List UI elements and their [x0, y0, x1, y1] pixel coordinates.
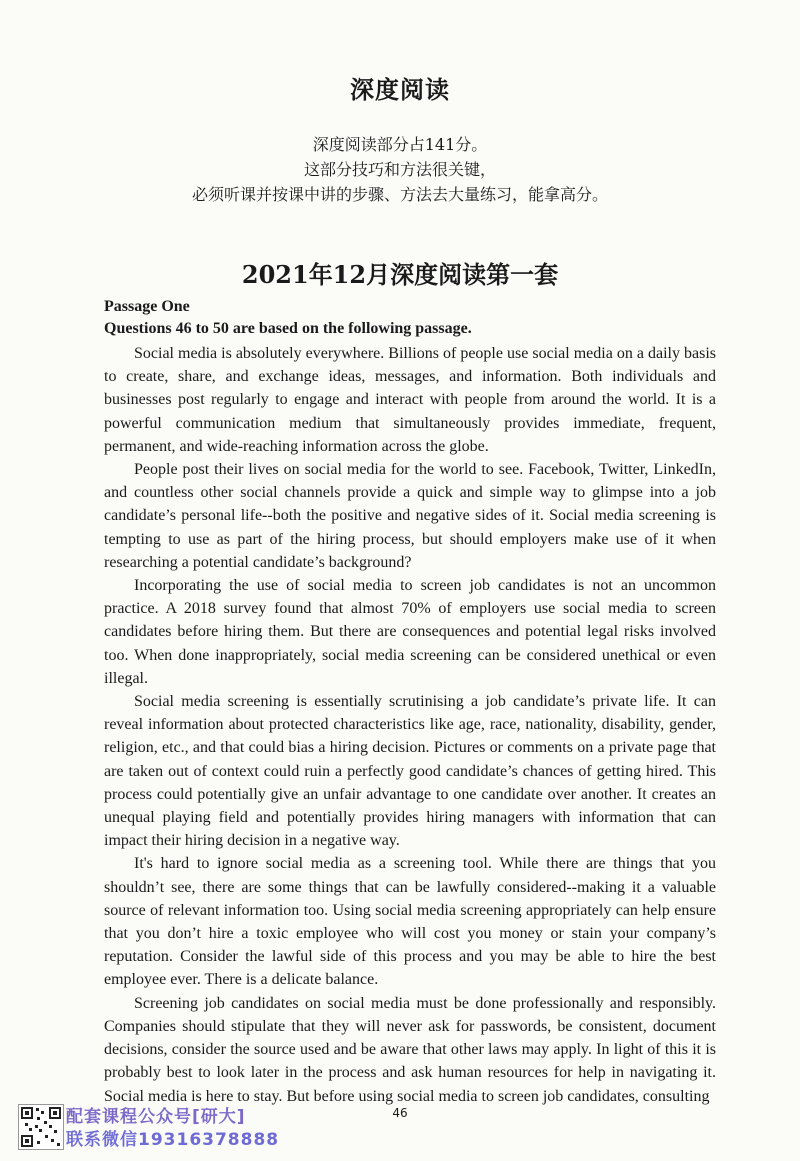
intro-line: 深度阅读部分占141分。	[312, 135, 488, 154]
paragraph: Screening job candidates on social media must be done professionally and responsibly. Companies should stipulate that they will never ask for passwords, be consistent, document decisions, consider the source used and be aware that other laws may apply. In light of this it is probably best to look later in the process and ask human resources for help in navigating it. Social media is here to stay. But before using social media to screen job candidates, consulting	[104, 994, 716, 1105]
page-number: 46	[392, 1106, 408, 1120]
paragraph: Social media screening is essentially scrutinising a job candidate’s private life. It can reveal information about protected characteristics like age, race, nationality, disability, gender, religion, etc., and that could bias a hiring decision. Pictures or comments on a private page that are taken out of context could ruin a perfectly good candidate’s chances of getting hired. This process could potentially give an unfair advantage to one candidate over another. It creates an unequal playing field and potentially provides hiring managers with information that can impact their hiring decision in a negative way.	[104, 693, 716, 850]
intro-line: 必须听课并按课中讲的步骤、方法去大量练习，能拿高分。	[191, 185, 608, 204]
paragraph: It's hard to ignore social media as a screening tool. While there are things that you shouldn’t see, there are some things that can be lawfully considered--making it a valuable source of relevant information too. Using social media screening appropriately can help ensure that you don’t hire a toxic employee who will cost you money or stain your company’s reputation. Consider the lawful side of this process and you may be able to hire the best employee ever. There is a delicate balance.	[104, 855, 716, 989]
section-title: 深度阅读	[350, 76, 450, 104]
passage-body	[104, 342, 716, 1108]
paragraph: Incorporating the use of social media to screen job candidates is not an uncommon practice. A 2018 survey found that almost 70% of employers use social media to screen candidates before hiring them. But there are consequences and potential legal risks involved too. When done inappropriately, social media screening can be considered unethical or even illegal.	[104, 577, 716, 687]
questions-label: Questions 46 to 50 are based on the following passage.	[104, 320, 472, 337]
promo-line: 联系微信19316378888	[66, 1130, 280, 1150]
set-title: 2021年12月深度阅读第一套	[241, 260, 559, 289]
page-footer	[0, 1098, 800, 1161]
intro-block	[0, 132, 800, 207]
promo-line: 配套课程公众号[研大]	[66, 1107, 246, 1127]
intro-line: 这部分技巧和方法很关键，	[303, 160, 496, 179]
passage-label: Passage One	[104, 298, 190, 315]
paragraph: People post their lives on social media for the world to see. Facebook, Twitter, LinkedIn, and countless other social channels provide a quick and simple way to glimpse into a job candidate’s personal life--both the positive and negative sides of it. Social media screening is tempting to use as part of the hiring process, but should employers make use of it when researching a potential candidate’s background?	[104, 461, 716, 571]
paragraph: Social media is absolutely everywhere. Billions of people use social media on a daily basis to create, share, and exchange ideas, messages, and information. Both individuals and businesses post regularly to engage and interact with people from around the world. It is a powerful communication medium that simultaneously provides immediate, frequent, permanent, and wide-reaching information across the globe.	[104, 345, 716, 455]
